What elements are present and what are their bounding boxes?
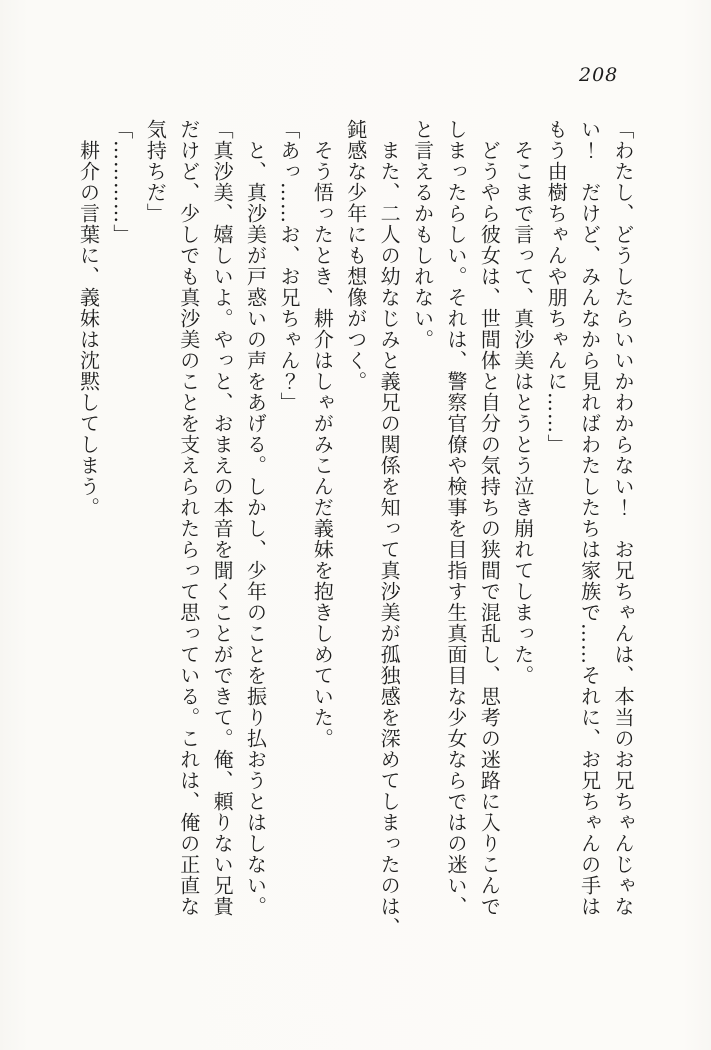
text-block	[71, 119, 639, 938]
text-line: そう悟ったとき、耕介はしゃがみこんだ義妹を抱きしめていた。	[310, 119, 335, 749]
text-line: 鈍感な少年にも想像がつく。	[343, 119, 368, 392]
text-line: また、二人の幼なじみと義兄の関係を知って真沙美が孤独感を深めてしまったのは、	[377, 119, 402, 938]
text-line: 「わたし、どうしたらいいかわからない！ お兄ちゃんは、本当のお兄ちゃんじゃな	[611, 119, 635, 917]
page-number: 208	[579, 64, 619, 86]
text-line: 「…………」	[109, 119, 134, 245]
text-line: そこまで言って、真沙美はとうとう泣き崩れてしまった。	[510, 119, 535, 686]
text-line: 「あっ……お、お兄ちゃん？」	[276, 119, 301, 413]
text-line: と、真沙美が戸惑いの声をあげる。しかし、少年のことを振り払おうとはしない。	[243, 119, 268, 917]
text-line: 気持ちだ」	[143, 119, 168, 224]
text-line: だけど、少しでも真沙美のことを支えられたらって思っている。これは、俺の正直な	[176, 119, 201, 917]
text-line: どうやら彼女は、世間体と自分の気持ちの狭間で混乱し、思考の迷路に入りこんで	[477, 119, 502, 917]
text-line: 耕介の言葉に、義妹は沈黙してしまう。	[76, 119, 101, 518]
text-line: しまったらしい。それは、警察官僚や検事を目指す生真面目な少女ならではの迷い、	[443, 119, 468, 917]
text-line: い！ だけど、みんなから見ればわたしたちは家族で……それに、お兄ちゃんの手は	[577, 119, 602, 917]
text-line: と言えるかもしれない。	[410, 119, 435, 350]
text-line: 「真沙美、嬉しいよ。やっと、おまえの本音を聞くことができて。俺、頼りない兄貴	[210, 119, 235, 917]
text-line: もう由樹ちゃんや朋ちゃんに……」	[544, 119, 569, 455]
